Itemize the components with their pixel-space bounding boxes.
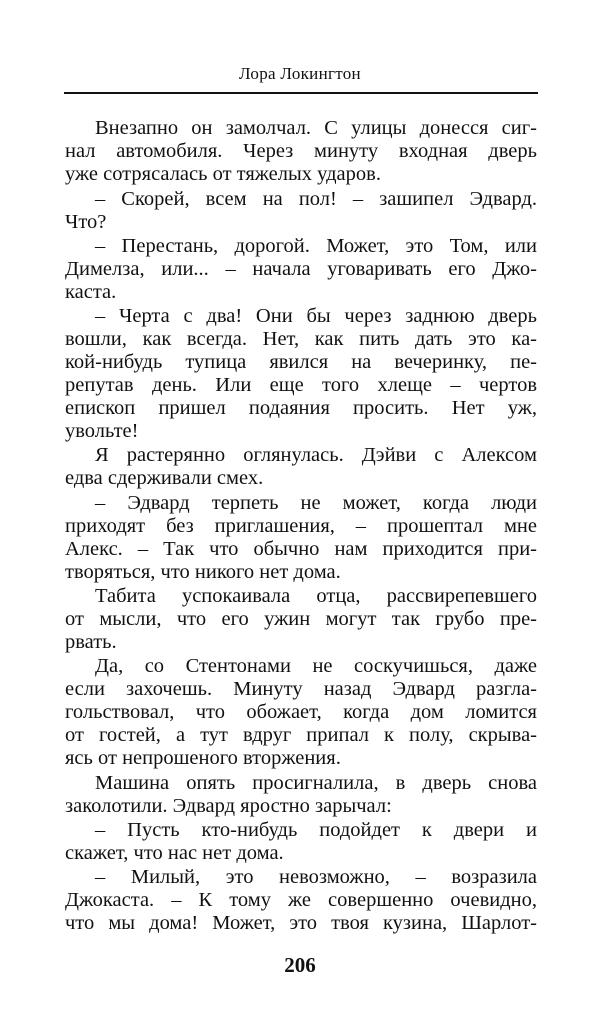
- text-line: – Черта с два! Они бы через заднюю дверь: [95, 305, 537, 328]
- paragraph: [65, 772, 537, 818]
- text-line: рвать.: [65, 631, 117, 654]
- text-line: уже сотрясалась от тяжелых ударов.: [65, 163, 381, 186]
- text-line: Джокаста. – К тому же совершенно очевидно,: [65, 889, 537, 912]
- body-text: [65, 116, 537, 935]
- text-line: каста.: [65, 280, 117, 303]
- text-line: Табита успокаивала отца, рассвирепевшего: [95, 585, 537, 608]
- text-line: нал автомобиля. Через минуту входная дверь: [65, 140, 537, 163]
- text-line: – Перестань, дорогой. Может, это Том, или: [95, 234, 537, 257]
- header-rule: [64, 92, 538, 94]
- paragraph: [65, 819, 537, 865]
- text-line: от гостей, а тут вдруг припал к полу, скрыва-: [65, 724, 537, 747]
- text-line: – Скорей, всем на пол! – зашипел Эдвард.: [95, 187, 537, 210]
- text-line: Алекс. – Так что обычно нам приходится при-: [65, 537, 537, 560]
- text-line: заколотили. Эдвард яростно зарычал:: [65, 794, 392, 817]
- text-line: ясь от непрошеного вторжения.: [65, 747, 341, 770]
- text-line: репутав день. Или еще того хлеще – чертов: [65, 374, 537, 397]
- paragraph: [65, 655, 537, 770]
- paragraph: [65, 235, 537, 304]
- page-number: 206: [284, 953, 316, 977]
- running-head-title: Лора Локингтон: [239, 64, 361, 83]
- text-line: увольте!: [65, 420, 139, 443]
- text-line: гольствовал, что обожает, когда дом ломится: [65, 701, 537, 724]
- text-line: вошли, как всегда. Нет, как пить дать это ка-: [65, 328, 537, 351]
- paragraph: [65, 866, 537, 935]
- text-line: кой-нибудь тупица явился на вечеринку, пе-: [65, 351, 537, 374]
- text-line: что мы дома! Может, это твоя кузина, Шарлот-: [65, 912, 537, 935]
- text-line: – Милый, это невозможно, – возразила: [95, 866, 537, 889]
- paragraph: [65, 117, 537, 186]
- paragraph: [65, 585, 537, 654]
- text-line: епископ пришел подаяния просить. Нет уж,: [65, 397, 537, 420]
- paragraph: [65, 305, 537, 443]
- text-line: – Эдвард терпеть не может, когда люди: [95, 491, 537, 514]
- text-line: Да, со Стентонами не соскучишься, даже: [95, 655, 537, 678]
- paragraph: [65, 492, 537, 584]
- text-line: Димелза, или... – начала уговаривать его Джо-: [65, 257, 537, 280]
- text-line: Что?: [65, 210, 107, 233]
- text-line: Внезапно он замолчал. С улицы донесся сиг-: [95, 117, 537, 140]
- text-line: если захочешь. Минуту назад Эдвард разгла-: [65, 678, 537, 701]
- text-line: – Пусть кто-нибудь подойдет к двери и: [95, 818, 537, 841]
- text-line: от мысли, что его ужин могут так грубо пре-: [65, 608, 537, 631]
- paragraph: [65, 188, 537, 234]
- paragraph: [65, 444, 537, 490]
- text-line: скажет, что нас нет дома.: [65, 841, 284, 864]
- text-line: едва сдерживали смех.: [65, 467, 264, 490]
- text-line: творяться, что никого нет дома.: [65, 560, 341, 583]
- text-line: Машина опять просигналила, в дверь снова: [95, 771, 537, 794]
- text-line: Я растерянно оглянулась. Дэйви с Алексом: [95, 444, 537, 467]
- text-line: приходят без приглашения, – прошептал мне: [65, 514, 537, 537]
